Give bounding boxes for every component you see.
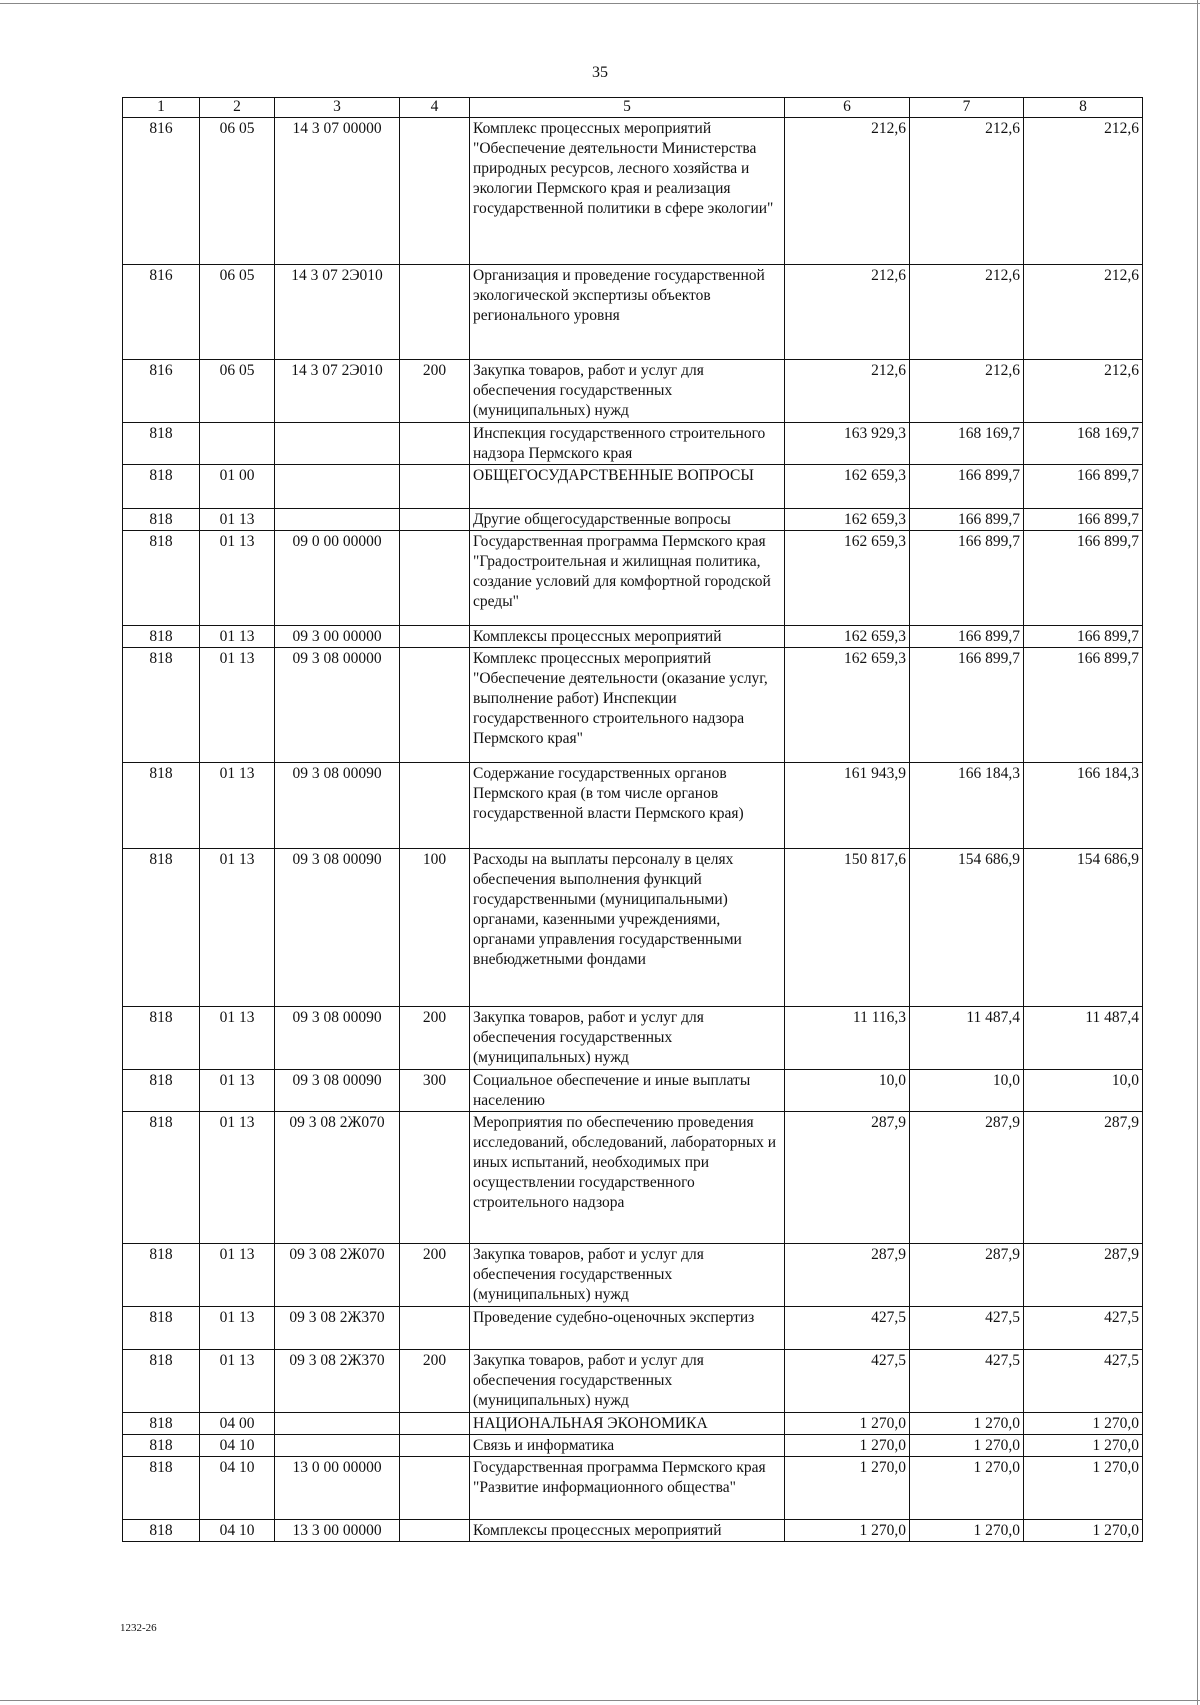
cell-amount-col6: 162 659,3 [785, 509, 910, 531]
cell-amount-col6: 162 659,3 [785, 626, 910, 648]
cell-amount-col6: 161 943,9 [785, 763, 910, 849]
cell-amount-col6: 163 929,3 [785, 423, 910, 465]
cell-amount-col8: 154 686,9 [1024, 849, 1143, 1007]
cell-target-article: 13 0 00 00000 [275, 1457, 400, 1520]
table-row [123, 626, 1143, 648]
table-row [123, 648, 1143, 763]
cell-amount-col6: 212,6 [785, 360, 910, 423]
cell-description: Комплекс процессных мероприятий "Обеспечение деятельности (оказание услуг, выполнение работ) Инспекции государственного строительного надзора Пермского края" [470, 648, 785, 763]
cell-amount-col7: 212,6 [910, 118, 1024, 265]
cell-expense-type [400, 1520, 470, 1542]
cell-description: Закупка товаров, работ и услуг для обеспечения государственных (муниципальных) нужд [470, 1007, 785, 1070]
cell-section-code: 01 13 [200, 509, 275, 531]
cell-section-code: 06 05 [200, 118, 275, 265]
cell-amount-col8: 427,5 [1024, 1350, 1143, 1413]
cell-expense-type [400, 1413, 470, 1435]
cell-amount-col7: 166 899,7 [910, 509, 1024, 531]
header-row [123, 98, 1143, 118]
cell-description: Связь и информатика [470, 1435, 785, 1457]
cell-target-article: 09 3 08 2Ж370 [275, 1350, 400, 1413]
cell-description: Комплексы процессных мероприятий [470, 626, 785, 648]
cell-ministry-code: 818 [123, 626, 200, 648]
cell-amount-col7: 287,9 [910, 1112, 1024, 1244]
cell-expense-type: 200 [400, 1244, 470, 1307]
cell-amount-col8: 10,0 [1024, 1070, 1143, 1112]
cell-target-article: 09 3 08 00090 [275, 763, 400, 849]
cell-ministry-code: 818 [123, 648, 200, 763]
scan-top-edge [0, 3, 1200, 4]
cell-amount-col6: 1 270,0 [785, 1435, 910, 1457]
cell-amount-col7: 168 169,7 [910, 423, 1024, 465]
cell-amount-col8: 287,9 [1024, 1112, 1143, 1244]
cell-target-article: 09 3 08 00090 [275, 1007, 400, 1070]
cell-amount-col8: 166 899,7 [1024, 626, 1143, 648]
cell-ministry-code: 816 [123, 360, 200, 423]
cell-ministry-code: 818 [123, 1435, 200, 1457]
cell-amount-col8: 168 169,7 [1024, 423, 1143, 465]
cell-ministry-code: 818 [123, 1007, 200, 1070]
cell-target-article: 09 3 00 00000 [275, 626, 400, 648]
cell-section-code: 06 05 [200, 360, 275, 423]
cell-ministry-code: 818 [123, 1112, 200, 1244]
column-header: 3 [275, 98, 400, 118]
cell-expense-type [400, 1112, 470, 1244]
table-row [123, 465, 1143, 509]
cell-amount-col8: 1 270,0 [1024, 1520, 1143, 1542]
cell-amount-col6: 287,9 [785, 1112, 910, 1244]
table-row [123, 118, 1143, 265]
cell-amount-col7: 166 899,7 [910, 465, 1024, 509]
cell-section-code: 01 13 [200, 1070, 275, 1112]
cell-amount-col8: 427,5 [1024, 1307, 1143, 1350]
table-row [123, 1520, 1143, 1542]
cell-amount-col7: 11 487,4 [910, 1007, 1024, 1070]
cell-section-code: 04 10 [200, 1435, 275, 1457]
cell-section-code: 01 00 [200, 465, 275, 509]
cell-amount-col7: 1 270,0 [910, 1520, 1024, 1542]
table-row [123, 1350, 1143, 1413]
cell-description: Другие общегосударственные вопросы [470, 509, 785, 531]
cell-section-code: 06 05 [200, 265, 275, 360]
cell-ministry-code: 818 [123, 423, 200, 465]
cell-section-code: 04 00 [200, 1413, 275, 1435]
cell-ministry-code: 818 [123, 1350, 200, 1413]
cell-target-article: 09 3 08 00000 [275, 648, 400, 763]
table-row [123, 1435, 1143, 1457]
cell-amount-col7: 212,6 [910, 360, 1024, 423]
cell-expense-type [400, 531, 470, 626]
table-row [123, 1112, 1143, 1244]
table-row [123, 509, 1143, 531]
cell-expense-type [400, 648, 470, 763]
column-header: 7 [910, 98, 1024, 118]
cell-section-code: 01 13 [200, 849, 275, 1007]
cell-target-article [275, 423, 400, 465]
cell-description: Социальное обеспечение и иные выплаты населению [470, 1070, 785, 1112]
column-header: 8 [1024, 98, 1143, 118]
cell-target-article [275, 1413, 400, 1435]
cell-description: Закупка товаров, работ и услуг для обеспечения государственных (муниципальных) нужд [470, 1350, 785, 1413]
cell-description: Комплекс процессных мероприятий "Обеспечение деятельности Министерства природных ресурсов, лесного хозяйства и экологии Пермского края и реализация государственной политики в сфере экологии" [470, 118, 785, 265]
cell-target-article: 09 3 08 2Ж070 [275, 1244, 400, 1307]
table-row [123, 763, 1143, 849]
cell-amount-col6: 11 116,3 [785, 1007, 910, 1070]
column-header: 5 [470, 98, 785, 118]
cell-amount-col8: 11 487,4 [1024, 1007, 1143, 1070]
cell-amount-col7: 427,5 [910, 1350, 1024, 1413]
cell-amount-col6: 287,9 [785, 1244, 910, 1307]
cell-amount-col6: 10,0 [785, 1070, 910, 1112]
cell-section-code: 01 13 [200, 1112, 275, 1244]
cell-amount-col8: 1 270,0 [1024, 1435, 1143, 1457]
scan-right-edge [1197, 0, 1198, 1705]
cell-ministry-code: 818 [123, 763, 200, 849]
table-row [123, 1007, 1143, 1070]
table-row [123, 1244, 1143, 1307]
table-row [123, 1413, 1143, 1435]
column-header: 6 [785, 98, 910, 118]
cell-amount-col6: 162 659,3 [785, 648, 910, 763]
cell-amount-col7: 10,0 [910, 1070, 1024, 1112]
cell-description: Содержание государственных органов Пермского края (в том числе органов государственной власти Пермского края) [470, 763, 785, 849]
cell-ministry-code: 818 [123, 465, 200, 509]
cell-description: Мероприятия по обеспечению проведения исследований, обследований, лабораторных и иных испытаний, необходимых при осуществлении государственного строительного надзора [470, 1112, 785, 1244]
cell-ministry-code: 818 [123, 1070, 200, 1112]
cell-expense-type [400, 763, 470, 849]
cell-expense-type [400, 1457, 470, 1520]
table-row [123, 849, 1143, 1007]
cell-amount-col8: 1 270,0 [1024, 1413, 1143, 1435]
cell-section-code [200, 423, 275, 465]
cell-target-article: 14 3 07 00000 [275, 118, 400, 265]
cell-ministry-code: 816 [123, 265, 200, 360]
cell-section-code: 01 13 [200, 1007, 275, 1070]
table-row [123, 265, 1143, 360]
cell-ministry-code: 818 [123, 1413, 200, 1435]
cell-description: Расходы на выплаты персоналу в целях обеспечения выполнения функций государственными (муниципальными) органами, казенными учреждениями, органами управления государственными внебюджетными фондами [470, 849, 785, 1007]
cell-amount-col6: 427,5 [785, 1350, 910, 1413]
cell-amount-col8: 287,9 [1024, 1244, 1143, 1307]
cell-expense-type [400, 423, 470, 465]
cell-amount-col8: 1 270,0 [1024, 1457, 1143, 1520]
cell-amount-col7: 166 899,7 [910, 648, 1024, 763]
table-body [123, 118, 1143, 1542]
cell-section-code: 01 13 [200, 1244, 275, 1307]
cell-target-article [275, 1435, 400, 1457]
cell-amount-col7: 1 270,0 [910, 1457, 1024, 1520]
cell-amount-col7: 166 899,7 [910, 531, 1024, 626]
cell-expense-type: 200 [400, 1350, 470, 1413]
table-header [123, 98, 1143, 118]
cell-amount-col6: 150 817,6 [785, 849, 910, 1007]
cell-section-code: 01 13 [200, 648, 275, 763]
cell-amount-col7: 1 270,0 [910, 1413, 1024, 1435]
table-row [123, 1307, 1143, 1350]
cell-description: Комплексы процессных мероприятий [470, 1520, 785, 1542]
cell-amount-col6: 427,5 [785, 1307, 910, 1350]
cell-description: НАЦИОНАЛЬНАЯ ЭКОНОМИКА [470, 1413, 785, 1435]
table-row [123, 1457, 1143, 1520]
cell-section-code: 04 10 [200, 1520, 275, 1542]
cell-ministry-code: 818 [123, 1307, 200, 1350]
cell-amount-col6: 212,6 [785, 265, 910, 360]
cell-amount-col8: 166 899,7 [1024, 465, 1143, 509]
cell-expense-type [400, 509, 470, 531]
cell-target-article [275, 509, 400, 531]
cell-expense-type: 200 [400, 1007, 470, 1070]
cell-amount-col6: 162 659,3 [785, 465, 910, 509]
cell-target-article: 14 3 07 2Э010 [275, 265, 400, 360]
cell-target-article: 14 3 07 2Э010 [275, 360, 400, 423]
table-row [123, 360, 1143, 423]
document-code: 1232-26 [120, 1622, 157, 1634]
cell-amount-col8: 166 899,7 [1024, 648, 1143, 763]
cell-description: Государственная программа Пермского края "Развитие информационного общества" [470, 1457, 785, 1520]
cell-amount-col8: 166 899,7 [1024, 531, 1143, 626]
cell-ministry-code: 818 [123, 509, 200, 531]
cell-expense-type [400, 465, 470, 509]
cell-amount-col8: 212,6 [1024, 360, 1143, 423]
cell-amount-col6: 212,6 [785, 118, 910, 265]
cell-expense-type [400, 1435, 470, 1457]
cell-section-code: 01 13 [200, 531, 275, 626]
table-row [123, 423, 1143, 465]
cell-target-article: 13 3 00 00000 [275, 1520, 400, 1542]
cell-description: Инспекция государственного строительного надзора Пермского края [470, 423, 785, 465]
cell-target-article [275, 465, 400, 509]
cell-amount-col6: 1 270,0 [785, 1457, 910, 1520]
cell-section-code: 01 13 [200, 626, 275, 648]
cell-amount-col6: 1 270,0 [785, 1520, 910, 1542]
cell-target-article: 09 3 08 2Ж070 [275, 1112, 400, 1244]
cell-section-code: 04 10 [200, 1457, 275, 1520]
cell-ministry-code: 818 [123, 1244, 200, 1307]
cell-section-code: 01 13 [200, 1307, 275, 1350]
cell-expense-type [400, 265, 470, 360]
cell-amount-col7: 1 270,0 [910, 1435, 1024, 1457]
cell-amount-col8: 166 899,7 [1024, 509, 1143, 531]
cell-expense-type [400, 118, 470, 265]
cell-amount-col8: 166 184,3 [1024, 763, 1143, 849]
cell-amount-col7: 427,5 [910, 1307, 1024, 1350]
cell-description: Закупка товаров, работ и услуг для обеспечения государственных (муниципальных) нужд [470, 1244, 785, 1307]
cell-description: Проведение судебно-оценочных экспертиз [470, 1307, 785, 1350]
cell-target-article: 09 0 00 00000 [275, 531, 400, 626]
cell-amount-col7: 154 686,9 [910, 849, 1024, 1007]
cell-target-article: 09 3 08 00090 [275, 849, 400, 1007]
column-header: 2 [200, 98, 275, 118]
cell-expense-type [400, 626, 470, 648]
column-header: 1 [123, 98, 200, 118]
cell-target-article: 09 3 08 2Ж370 [275, 1307, 400, 1350]
table-row [123, 1070, 1143, 1112]
cell-expense-type: 300 [400, 1070, 470, 1112]
page-number: 35 [592, 64, 608, 81]
cell-amount-col6: 162 659,3 [785, 531, 910, 626]
cell-ministry-code: 818 [123, 849, 200, 1007]
cell-section-code: 01 13 [200, 763, 275, 849]
budget-table [122, 97, 1143, 1542]
cell-section-code: 01 13 [200, 1350, 275, 1413]
cell-expense-type: 200 [400, 360, 470, 423]
cell-ministry-code: 818 [123, 1457, 200, 1520]
cell-description: Организация и проведение государственной экологической экспертизы объектов регионального уровня [470, 265, 785, 360]
cell-ministry-code: 818 [123, 531, 200, 626]
cell-amount-col7: 166 184,3 [910, 763, 1024, 849]
cell-expense-type: 100 [400, 849, 470, 1007]
scan-bottom-edge [0, 1700, 1200, 1701]
cell-amount-col7: 212,6 [910, 265, 1024, 360]
cell-description: Закупка товаров, работ и услуг для обеспечения государственных (муниципальных) нужд [470, 360, 785, 423]
cell-amount-col6: 1 270,0 [785, 1413, 910, 1435]
cell-description: Государственная программа Пермского края "Градостроительная и жилищная политика, создание условий для комфортной городской среды" [470, 531, 785, 626]
cell-ministry-code: 818 [123, 1520, 200, 1542]
cell-ministry-code: 816 [123, 118, 200, 265]
cell-amount-col8: 212,6 [1024, 265, 1143, 360]
cell-target-article: 09 3 08 00090 [275, 1070, 400, 1112]
table-row [123, 531, 1143, 626]
cell-description: ОБЩЕГОСУДАРСТВЕННЫЕ ВОПРОСЫ [470, 465, 785, 509]
column-header: 4 [400, 98, 470, 118]
cell-amount-col8: 212,6 [1024, 118, 1143, 265]
cell-expense-type [400, 1307, 470, 1350]
cell-amount-col7: 166 899,7 [910, 626, 1024, 648]
cell-amount-col7: 287,9 [910, 1244, 1024, 1307]
